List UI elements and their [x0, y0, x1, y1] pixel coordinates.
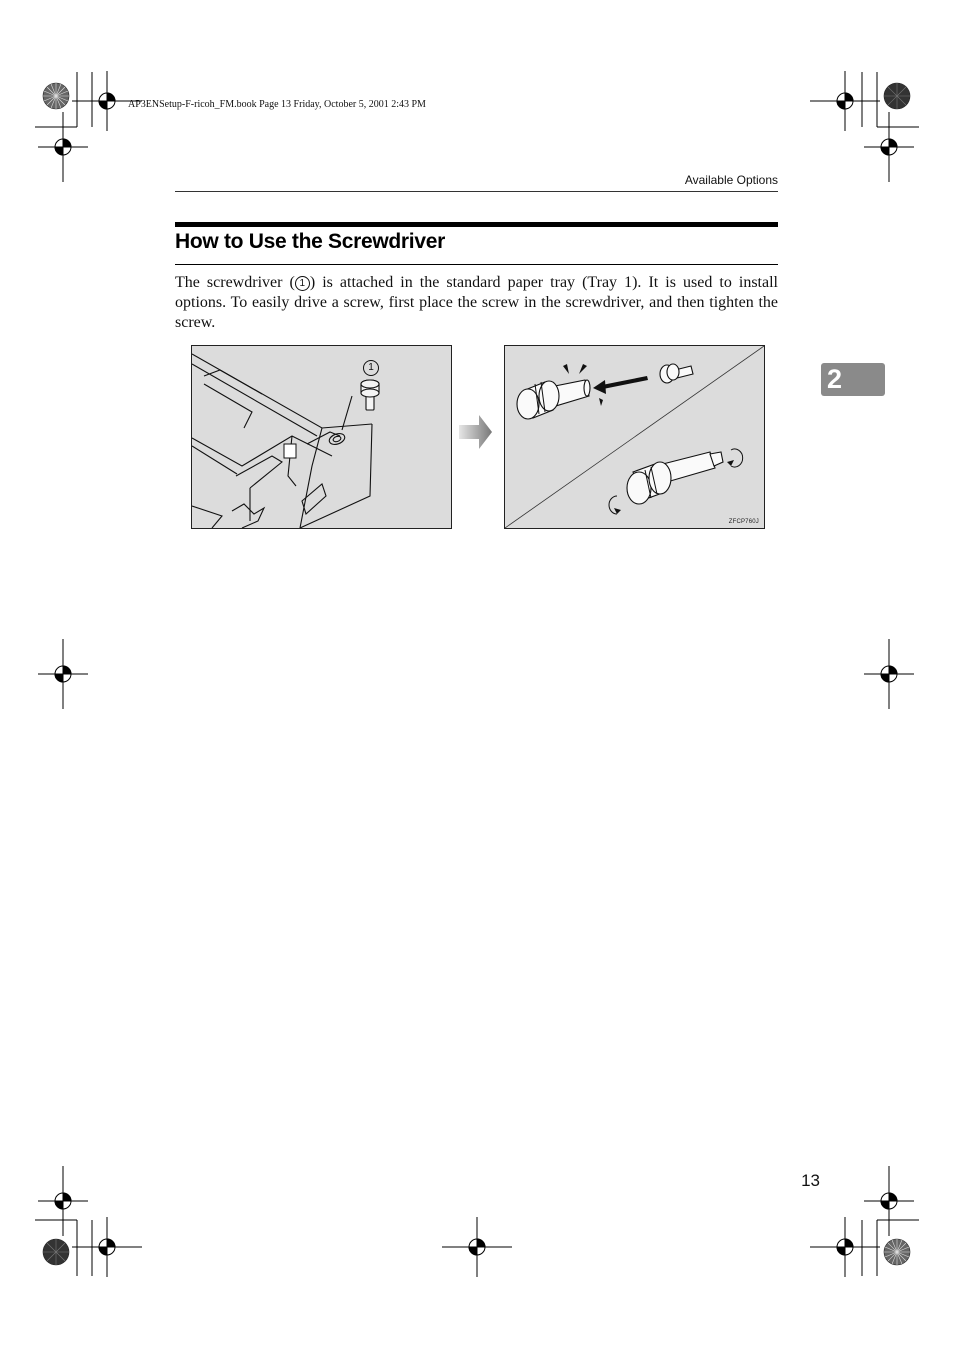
header-rule [175, 191, 778, 192]
chapter-tab [821, 363, 885, 396]
small-screw-icon [660, 364, 693, 383]
running-header: Available Options [684, 173, 778, 187]
screwdriver-icon [517, 380, 723, 504]
screwdriver-drawing [505, 346, 764, 528]
section-body [175, 273, 778, 333]
chapter-number: 2 [827, 364, 843, 394]
page-number: 13 [801, 1171, 820, 1190]
figure-callout-1: 1 [363, 360, 379, 376]
section-title: How to Use the Screwdriver [175, 230, 445, 253]
screw-icon [361, 380, 379, 410]
section-title-rule [175, 264, 778, 265]
print-file-info: AP3ENSetup-F-ricoh_FM.book Page 13 Friday, October 5, 2001 2:43 PM [128, 99, 426, 110]
body-text-rest: ) is attached in the standard paper tray (Tray 1). It is used to install options. To easily drive a screw, first place the screw in the screwdriver, and then tighten the screw. [175, 274, 778, 331]
callout-marker: 1 [295, 276, 310, 291]
tray-illustration [191, 345, 452, 529]
figure-code: ZFCP760J [728, 519, 759, 525]
body-text-start: The screwdriver ( [175, 274, 295, 291]
section-title-bar [175, 222, 778, 227]
paper-tray-drawing [192, 346, 451, 528]
right-arrow-icon [459, 413, 493, 451]
screwdriver-illustration [504, 345, 765, 529]
